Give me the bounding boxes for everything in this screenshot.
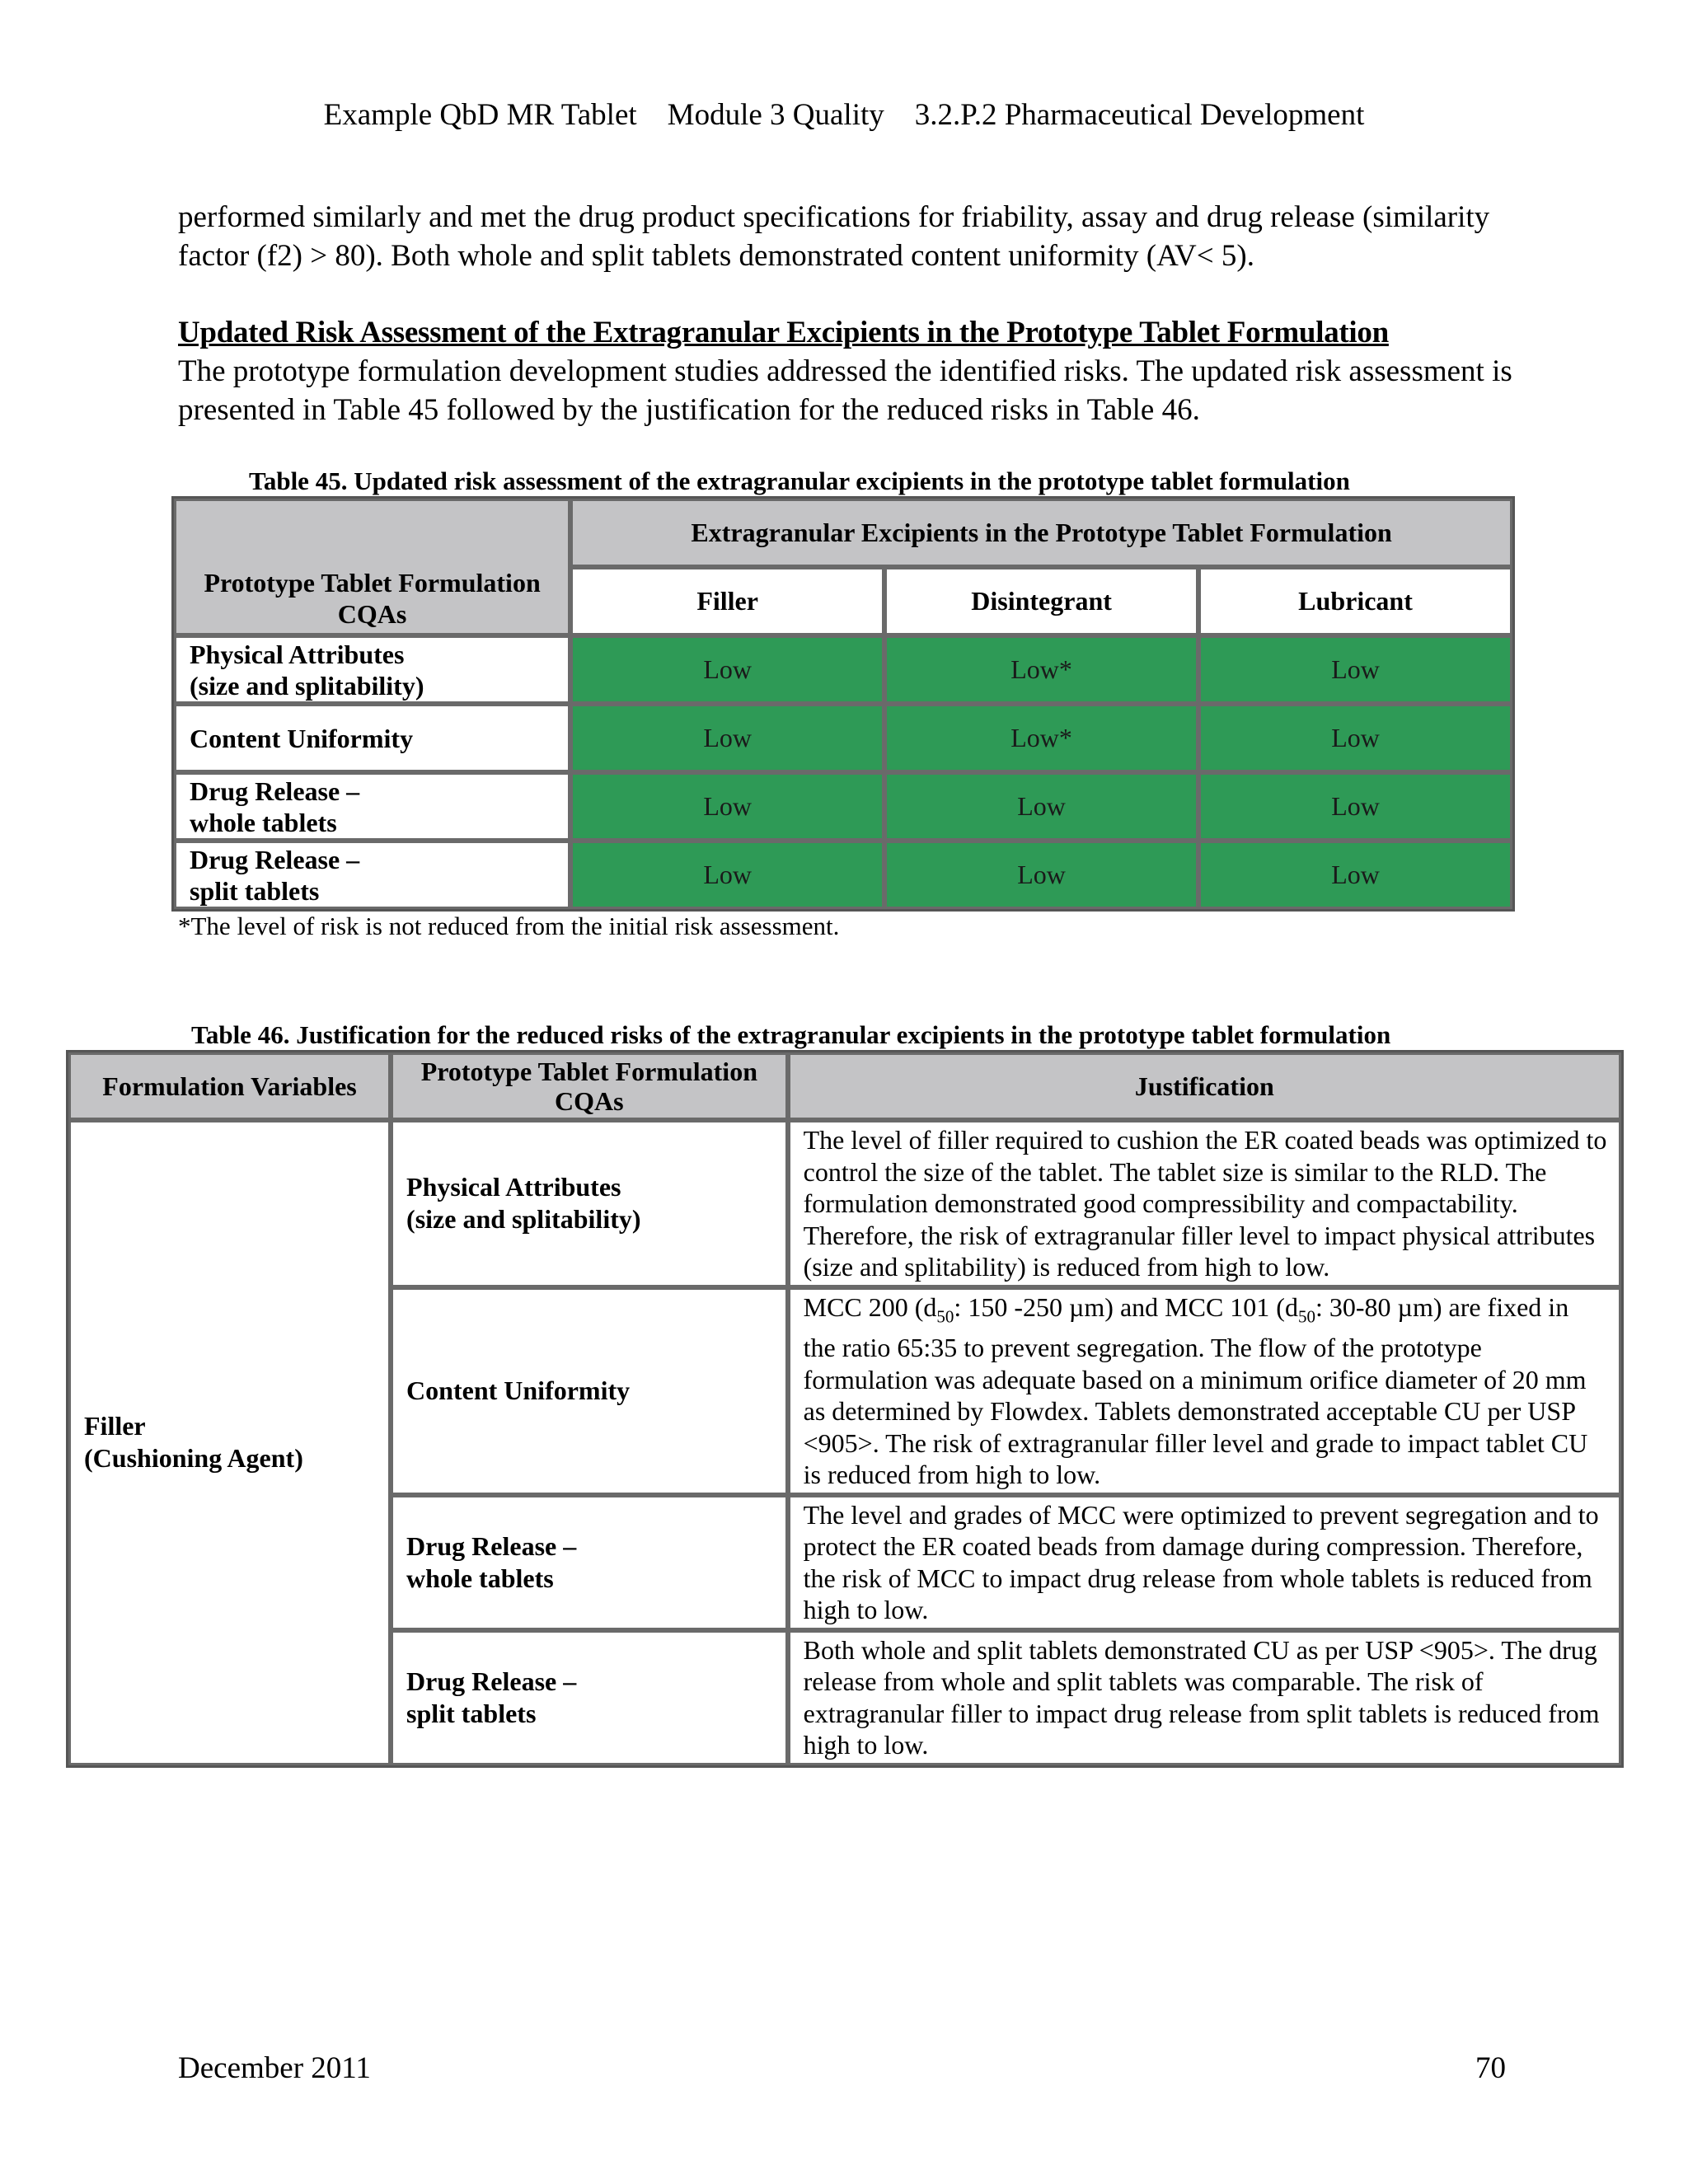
table-46-justification xyxy=(66,1050,1624,1768)
table-45-corner-header: Prototype Tablet Formulation CQAs xyxy=(174,499,570,635)
section-paragraph: The prototype formulation development studies addressed the identified risks. The updated risk assessment is presented in Table 45 followed by the justification for the reduced risks in Table 46. xyxy=(178,354,1512,427)
cqa-drug-release-split: Drug Release – split tablets xyxy=(391,1630,788,1765)
header-cqas: Prototype Tablet Formulation CQAs xyxy=(391,1052,788,1120)
justification-cell: The level and grades of MCC were optimized to prevent segregation and to protect the ER coated beads from damage during compression. Therefore, the risk of MCC to impact drug release from whole tablets is reduced from high to low. xyxy=(788,1495,1621,1630)
row-label-drug-release-whole: Drug Release – whole tablets xyxy=(174,772,570,841)
section-heading: Updated Risk Assessment of the Extragranular Excipients in the Prototype Tablet Formulation xyxy=(178,316,1389,349)
justification-cell: The level of filler required to cushion the ER coated beads was optimized to control the size of the tablet. The tablet size is similar to the RLD. The formulation demonstrated good compressibility and compactability. Therefore, the risk of extragranular filler level to impact physical attributes (size and splitability) is reduced from high to low. xyxy=(788,1120,1621,1287)
table-45-group-header: Extragranular Excipients in the Prototype Tablet Formulation xyxy=(570,499,1512,567)
risk-cell: Low* xyxy=(884,704,1198,772)
table-row xyxy=(174,635,1512,704)
column-header-filler: Filler xyxy=(570,567,884,635)
intro-paragraph: performed similarly and met the drug product specifications for friability, assay and drug release (similarity factor (f2) > 80). Both whole and split tablets demonstrated content uniformity (AV< 5). xyxy=(178,200,1490,273)
table-row xyxy=(174,841,1512,909)
risk-cell: Low xyxy=(884,772,1198,841)
table-row xyxy=(174,772,1512,841)
risk-cell: Low xyxy=(570,704,884,772)
table-45-caption: Table 45. Updated risk assessment of the extragranular excipients in the prototype tablet formulation xyxy=(249,466,1350,495)
header-formulation-variables: Formulation Variables xyxy=(68,1052,391,1120)
table-45-footnote: *The level of risk is not reduced from the initial risk assessment. xyxy=(178,912,840,940)
row-label-content-uniformity: Content Uniformity xyxy=(174,704,570,772)
justification-cell: Both whole and split tablets demonstrated CU as per USP <905>. The drug release from whole and split tablets was comparable. The risk of extragranular filler to impact drug release from split tablets is reduced from high to low. xyxy=(788,1630,1621,1765)
column-header-disintegrant: Disintegrant xyxy=(884,567,1198,635)
risk-cell: Low xyxy=(1198,704,1512,772)
risk-cell: Low* xyxy=(884,635,1198,704)
row-label-physical-attributes: Physical Attributes (size and splitability) xyxy=(174,635,570,704)
page-number: 70 xyxy=(1475,2051,1506,2085)
row-label-drug-release-split: Drug Release – split tablets xyxy=(174,841,570,909)
risk-cell: Low xyxy=(1198,841,1512,909)
justification-cell: MCC 200 ($d_{50}$: 150 -250 µm) and MCC 101 ($d_{50}$: 30-80 µm) are fixed in the ratio 65:35 to prevent segregation. The flow of the prototype formulation was adequate based on a minimum orifice diameter of 20 mm as determined by Flowdex. Tablets demonstrated acceptable CU per USP <905>. The risk of extragranular filler level and grade to impact tablet CU is reduced from high to low. xyxy=(788,1287,1621,1495)
table-row xyxy=(174,704,1512,772)
page-header: Example QbD MR Tablet Module 3 Quality 3.2.P.2 Pharmaceutical Development xyxy=(323,98,1365,132)
table-46-caption: Table 46. Justification for the reduced risks of the extragranular excipients in the prototype tablet formulation xyxy=(191,1020,1391,1049)
cqa-drug-release-whole: Drug Release – whole tablets xyxy=(391,1495,788,1630)
risk-cell: Low xyxy=(884,841,1198,909)
column-header-lubricant: Lubricant xyxy=(1198,567,1512,635)
variable-filler-cell: Filler (Cushioning Agent) xyxy=(68,1120,391,1765)
risk-cell: Low xyxy=(1198,635,1512,704)
risk-cell: Low xyxy=(570,772,884,841)
cqa-physical-attributes: Physical Attributes (size and splitability) xyxy=(391,1120,788,1287)
footer-date: December 2011 xyxy=(178,2051,371,2085)
risk-cell: Low xyxy=(570,635,884,704)
table-45-risk-assessment xyxy=(171,496,1515,912)
table-row xyxy=(68,1120,1621,1287)
header-justification: Justification xyxy=(788,1052,1621,1120)
risk-cell: Low xyxy=(570,841,884,909)
cqa-content-uniformity: Content Uniformity xyxy=(391,1287,788,1495)
risk-cell: Low xyxy=(1198,772,1512,841)
